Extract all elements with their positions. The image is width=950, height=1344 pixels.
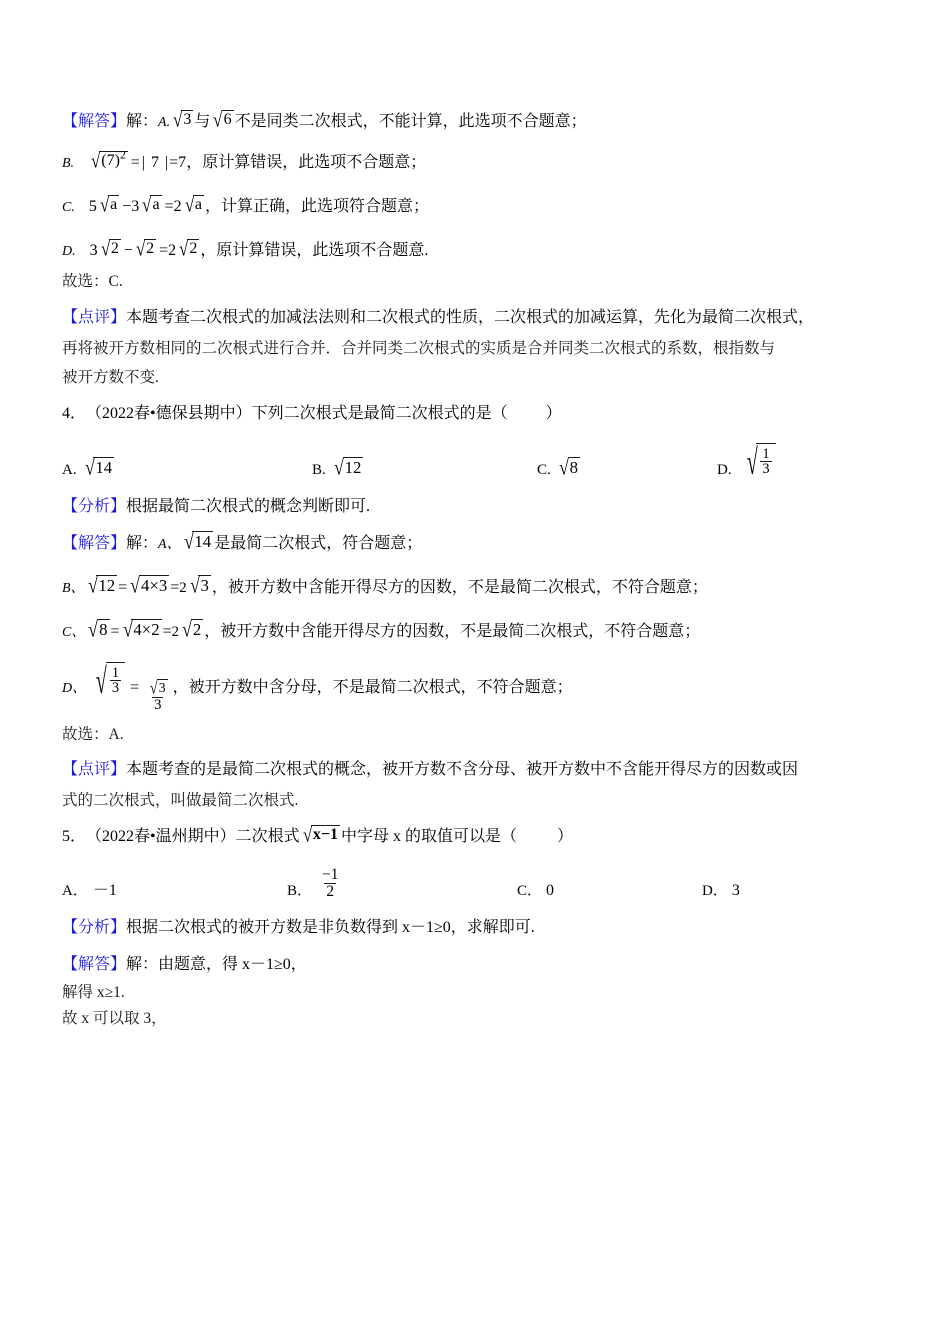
radical-8 [86, 616, 109, 641]
radical-12 [332, 457, 364, 479]
radicand: 8 [569, 458, 578, 477]
q4-choice-d[interactable] [717, 441, 777, 482]
radical-4-times-3 [128, 572, 169, 597]
numerator-value: 1 [330, 866, 339, 884]
operator-minus: − [123, 242, 133, 259]
radical-sign: √ [122, 616, 133, 641]
radicand: 4×3 [141, 575, 168, 595]
numerator [145, 679, 170, 697]
option-letter-b: B、 [62, 580, 85, 596]
radical-one-third [87, 660, 125, 701]
radicand: 6 [222, 110, 234, 130]
radical-sign: √ [182, 616, 192, 641]
option-letter-d: D、 [62, 680, 87, 696]
answer-tag: 【解答】 [62, 534, 127, 552]
radical-sign: √ [173, 109, 183, 132]
answer-c-text: ，被开方数中含能开得尽方的因数，不是最简二次根式，不符合题意； [204, 622, 701, 640]
radical-14 [182, 528, 214, 553]
q5-source: （2022春•温州期中） [86, 827, 236, 845]
q5-number: 5． [62, 827, 87, 845]
document-content [62, 108, 892, 1027]
numerator: 1 [111, 664, 120, 681]
fraction-negative-one-half [320, 867, 340, 899]
analysis-tag: 【分析】 [62, 918, 127, 936]
radical-sign: √ [184, 194, 194, 217]
q4-stem-close: ） [545, 404, 562, 422]
radicand: 3 [181, 110, 193, 130]
q5-choice-a[interactable] [62, 877, 287, 900]
equals-2: =7 [169, 154, 187, 171]
denominator: 2 [326, 882, 335, 900]
answer-text: 解：由题意，得 x－1≥0， [126, 955, 307, 973]
q4-choices [62, 437, 892, 482]
radical-sign: √ [333, 455, 344, 480]
denominator: 3 [154, 696, 162, 713]
radical-4-times-2 [121, 616, 162, 641]
radicand: 12 [98, 575, 116, 595]
equals-2: = [170, 578, 180, 596]
choice-letter: A. [62, 461, 77, 478]
radical-sign: √ [88, 616, 99, 641]
absolute-value: | 7 | [141, 154, 170, 171]
q3-comment-line-2: 再将被开方数相同的二次根式进行合并．合并同类二次根式的实质是合并同类二次根式的系数，根指数与 [62, 339, 776, 357]
fraction-sqrt3-over-3 [145, 679, 170, 712]
radical-x-minus-1 [301, 825, 340, 845]
radical-2 [180, 616, 203, 641]
analysis-text: 根据最简二次根式的概念判断即可. [126, 497, 371, 515]
radical-sign: √ [142, 194, 152, 217]
radical-sign: √ [100, 238, 110, 261]
radical-3 [171, 110, 193, 130]
option-letter-a: A、 [158, 536, 181, 552]
radical-14 [83, 457, 115, 479]
radicand [756, 443, 775, 479]
radical-2-2 [134, 239, 156, 259]
coefficient: 2 [179, 579, 187, 596]
q5-choice-d[interactable] [702, 879, 740, 900]
answer-a-text: 是最简二次根式，符合题意； [214, 534, 423, 552]
radicand: 3 [200, 575, 209, 595]
q5-stem-before: 二次根式 [235, 827, 300, 845]
equals-1: = [110, 622, 120, 640]
radical-12 [86, 572, 118, 597]
radical-sign: √ [87, 572, 98, 597]
analysis-text: 根据二次根式的被开方数是非负数得到 x－1≥0，求解即可. [126, 918, 535, 936]
radical-sign: √ [189, 572, 200, 597]
radicand: 2 [187, 239, 199, 259]
radicand: 2 [192, 619, 202, 639]
radicand: 2 [109, 239, 121, 259]
q5-stem-close: ） [557, 827, 574, 845]
q5-answer-line-2: 解得 x≥1. [62, 983, 125, 1001]
radicand: 14 [194, 531, 212, 551]
between-text: 与 [194, 113, 211, 130]
option-letter-b: B. [62, 156, 75, 171]
comment-text: 本题考查的是最简二次根式的概念，被开方数不含分母、被开方数中不含能开得尽方的因数或因 [126, 761, 799, 779]
choice-letter: B． [287, 882, 313, 899]
choice-value: －1 [92, 881, 117, 899]
radical-sign: √ [91, 150, 101, 173]
option-c-text: ，计算正确，此选项符合题意； [204, 198, 429, 215]
exponent: 2 [119, 149, 126, 162]
radicand: a [108, 195, 119, 215]
radicand [99, 151, 127, 171]
choice-letter: C． [517, 882, 543, 899]
radicand: 4×2 [133, 619, 160, 639]
radical-sign: √ [302, 824, 312, 847]
equals: =2 [164, 198, 182, 215]
radicand: 8 [99, 619, 108, 639]
option-letter-c: C、 [62, 624, 86, 640]
radical-sign: √ [558, 455, 569, 480]
q3-comment-line-3: 被开方数不变. [62, 369, 159, 386]
q5-analysis [62, 914, 892, 937]
q4-comment-line-1 [62, 756, 892, 779]
choice-value: 3 [731, 881, 740, 899]
radical-sign: √ [183, 528, 194, 553]
q5-choice-b[interactable] [287, 867, 517, 899]
option-letter-d: D. [62, 244, 76, 259]
radicand: a [193, 195, 204, 215]
equals-1: = [118, 578, 128, 596]
q4-comment-line-2: 式的二次根式，叫做最简二次根式. [62, 792, 299, 810]
q4-analysis [62, 493, 892, 516]
q4-stem-text: 下列二次根式是最简二次根式的是（ [251, 404, 508, 422]
q4-stem [62, 400, 892, 423]
comment-text: 本题考查二次根式的加减法法则和二次根式的性质，二次根式的加减运算，先化为最简二次根式， [126, 308, 815, 326]
radical-one-third [738, 441, 776, 482]
radical-sign: √ [135, 238, 146, 261]
choice-letter: D. [717, 461, 732, 478]
answer-d-text: ，被开方数中含分母，不是最简二次根式，不符合题意； [172, 678, 573, 696]
answer-tag: 【解答】 [62, 113, 127, 130]
equals: =2 [159, 242, 177, 259]
option-d-text: ，原计算错误，此选项不合题意. [200, 242, 429, 259]
coefficient: 2 [171, 623, 180, 640]
q3-conclusion: 故选：C. [62, 273, 123, 290]
choice-letter: A． [62, 882, 88, 899]
answer-b-text: ，被开方数中含能开得尽方的因数，不是最简二次根式，不符合题意； [211, 578, 708, 596]
option-b-text: ，原计算错误，此选项不合题意； [186, 154, 427, 171]
operator-minus: −3 [122, 198, 140, 215]
q4-answer-line-c [62, 618, 892, 641]
numerator: 1 [762, 445, 770, 462]
option-letter-a: A. [158, 115, 171, 130]
q4-answer-line-b [62, 574, 892, 597]
radicand: 3 [158, 680, 166, 696]
radical-a-1 [98, 195, 119, 215]
choice-value: 0 [546, 881, 555, 899]
radicand: 12 [344, 458, 362, 477]
q5-stem-after: 中字母 x 的取值可以是（ [341, 827, 518, 845]
q5-stem [62, 823, 892, 846]
q5-choice-c[interactable] [517, 879, 702, 900]
fraction-one-third [760, 447, 771, 477]
analysis-tag: 【分析】 [62, 497, 127, 515]
radical-sign: √ [130, 572, 140, 597]
q4-answer-line-a [62, 530, 892, 553]
solve-prefix: 解： [126, 113, 159, 130]
negative-sign: − [322, 866, 331, 884]
comment-tag: 【点评】 [62, 761, 127, 779]
q4-choice-a[interactable] [62, 457, 312, 479]
radical-2-1 [99, 239, 121, 259]
radical-sign: √ [213, 109, 223, 132]
numerator [320, 867, 340, 883]
comment-tag: 【点评】 [62, 308, 127, 326]
q4-choice-c[interactable] [537, 457, 717, 479]
radical-8 [557, 457, 580, 479]
q5-answer-line-3: 故 x 可以取 3， [62, 1010, 167, 1028]
q4-answer-line-d [62, 662, 892, 713]
q3-option-c [62, 193, 892, 216]
q3-answer-line-a [62, 108, 892, 131]
radicand-base: (7) [101, 152, 120, 169]
radicand: a [150, 195, 161, 215]
denominator: 3 [762, 461, 770, 478]
q3-comment-line-1 [62, 304, 892, 327]
radical-3 [188, 572, 211, 597]
radical-sign: √ [746, 441, 758, 482]
q3-option-d [62, 237, 892, 260]
q3-option-b [62, 149, 892, 172]
radical-seven-squared [89, 151, 128, 171]
radical-a-2 [140, 195, 161, 215]
radical-a-3 [183, 195, 204, 215]
denominator: 3 [111, 680, 120, 697]
radicand: x−1 [311, 825, 340, 845]
radical-sign: √ [99, 194, 110, 217]
radical-sign: √ [149, 677, 158, 698]
equals: = [130, 678, 140, 696]
answer-text-a: 不是同类二次根式，不能计算，此选项不合题意； [234, 113, 587, 130]
q4-conclusion: 故选：A. [62, 725, 124, 743]
q4-source: （2022春•德保县期中） [86, 404, 252, 422]
solve-prefix: 解： [126, 534, 159, 552]
option-letter-c: C. [62, 200, 75, 215]
radical-2-3 [177, 239, 199, 259]
radical-sign: √ [179, 238, 189, 261]
choice-letter: D． [702, 882, 728, 899]
radicand [106, 662, 125, 698]
radical-6 [211, 110, 233, 130]
radicand: 14 [95, 458, 113, 477]
coefficient-1: 3 [89, 242, 98, 259]
q5-answer-line-1 [62, 951, 892, 974]
radicand: 2 [144, 239, 156, 259]
coefficient-1: 5 [88, 198, 97, 215]
radical-3 [148, 679, 167, 697]
q4-number: 4． [62, 404, 87, 422]
radical-sign: √ [84, 455, 95, 480]
q4-choice-b[interactable] [312, 457, 537, 479]
choice-letter: C. [537, 461, 551, 478]
equals-1: = [130, 154, 140, 171]
radical-sign: √ [96, 660, 107, 701]
fraction-one-third [110, 666, 121, 696]
equals-2: = [162, 622, 172, 640]
answer-tag: 【解答】 [62, 955, 127, 973]
choice-letter: B. [312, 461, 326, 478]
q5-choices [62, 860, 892, 900]
